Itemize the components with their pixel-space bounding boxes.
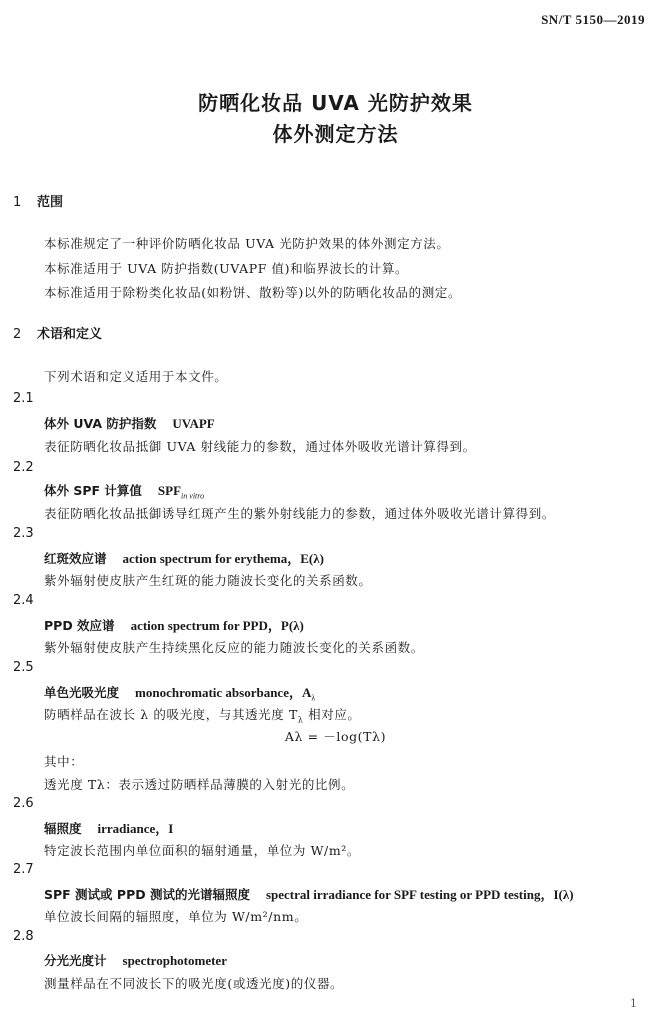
paragraph: 下列术语和定义适用于本文件。 xyxy=(44,369,228,384)
term-heading xyxy=(44,884,574,903)
term-definition: 防晒样品在波长 λ 的吸光度，与其透光度 $T_\lambda$ 相对应。 xyxy=(44,707,361,725)
section-title: 范围 xyxy=(37,195,64,210)
clause-number: 2.7 xyxy=(13,862,34,877)
clause-number: 2.4 xyxy=(13,593,34,608)
term-subscript: λ xyxy=(311,693,316,703)
clause-number: 2.8 xyxy=(13,929,34,944)
term-cn: PPD 效应谱 xyxy=(44,618,115,633)
term-heading xyxy=(44,548,324,567)
term-definition: 表征防晒化妆品抵御 UVA 射线能力的参数，通过体外吸收光谱计算得到。 xyxy=(44,439,476,454)
term-definition: 单位波长间隔的辐照度，单位为 W/m²/nm。 xyxy=(44,909,308,924)
clause-number: 2.1 xyxy=(13,391,34,406)
term-cn: 分光光度计 xyxy=(44,953,107,968)
term-definition: 紫外辐射使皮肤产生持续黑化反应的能力随波长变化的关系函数。 xyxy=(44,640,424,655)
term-en: action spectrum for erythema，E(λ) xyxy=(122,551,324,566)
term-definition: 表征防晒化妆品抵御诱导红斑产生的紫外射线能力的参数，通过体外吸收光谱计算得到。 xyxy=(44,506,555,521)
term-heading xyxy=(44,615,304,634)
term-en: spectrophotometer xyxy=(122,953,227,968)
section-1-heading xyxy=(13,191,63,210)
section-2-heading xyxy=(13,323,102,342)
clause-number: 2.2 xyxy=(13,460,34,475)
clause-number: 2.3 xyxy=(13,526,34,541)
clause-number: 2.5 xyxy=(13,660,34,675)
term-definition: 特定波长范围内单位面积的辐射通量，单位为 W/m²。 xyxy=(44,843,360,858)
term-en: spectral irradiance for SPF testing or PPD testing，I(λ) xyxy=(265,887,574,902)
section-number: 1 xyxy=(13,195,22,210)
term-cn: SPF 测试或 PPD 测试的光谱辐照度 xyxy=(44,887,250,902)
paragraph: 本标准规定了一种评价防晒化妆品 UVA 光防护效果的体外测定方法。 xyxy=(44,236,450,251)
term-cn: 体外 UVA 防护指数 xyxy=(44,416,157,431)
term-cn: 红斑效应谱 xyxy=(44,551,107,566)
term-heading xyxy=(44,682,315,703)
term-heading xyxy=(44,481,204,501)
term-heading xyxy=(44,818,173,837)
where-definition: 透光度 Tλ：表示透过防晒样品薄膜的入射光的比例。 xyxy=(44,777,355,792)
term-en: irradiance，I xyxy=(97,821,174,836)
paragraph: 本标准适用于 UVA 防护指数(UVAPF 值)和临界波长的计算。 xyxy=(44,261,409,276)
standard-code: SN/T 5150—2019 xyxy=(541,12,645,27)
section-number: 2 xyxy=(13,327,22,342)
where-label: 其中： xyxy=(44,754,84,769)
clause-number: 2.6 xyxy=(13,796,34,811)
term-en: $SPF_{in vitro}$ xyxy=(157,483,205,501)
definition-subscript: λ xyxy=(297,715,304,725)
term-cn: 单色光吸光度 xyxy=(44,685,120,700)
term-definition: 紫外辐射使皮肤产生红斑的能力随波长变化的关系函数。 xyxy=(44,573,372,588)
term-heading xyxy=(44,414,215,432)
term-definition: 测量样品在不同波长下的吸光度(或透光度)的仪器。 xyxy=(44,976,344,991)
document-title-line2: 体外测定方法 xyxy=(272,122,399,146)
section-title: 术语和定义 xyxy=(37,327,103,342)
term-en: monochromatic absorbance，$A_\lambda$ xyxy=(135,685,316,703)
page-number: 1 xyxy=(630,997,637,1010)
term-cn: 体外 SPF 计算值 xyxy=(44,483,142,498)
term-heading xyxy=(44,951,227,969)
term-en: UVAPF xyxy=(172,416,215,431)
document-title-line1: 防晒化妆品 UVA 光防护效果 xyxy=(198,91,473,115)
term-en: action spectrum for PPD，P(λ) xyxy=(130,618,304,633)
term-cn: 辐照度 xyxy=(44,821,82,836)
formula: Aλ = －log(Tλ) xyxy=(284,729,387,744)
term-subscript: in vitro xyxy=(181,491,205,501)
paragraph: 本标准适用于除粉类化妆品(如粉饼、散粉等)以外的防晒化妆品的测定。 xyxy=(44,285,462,300)
